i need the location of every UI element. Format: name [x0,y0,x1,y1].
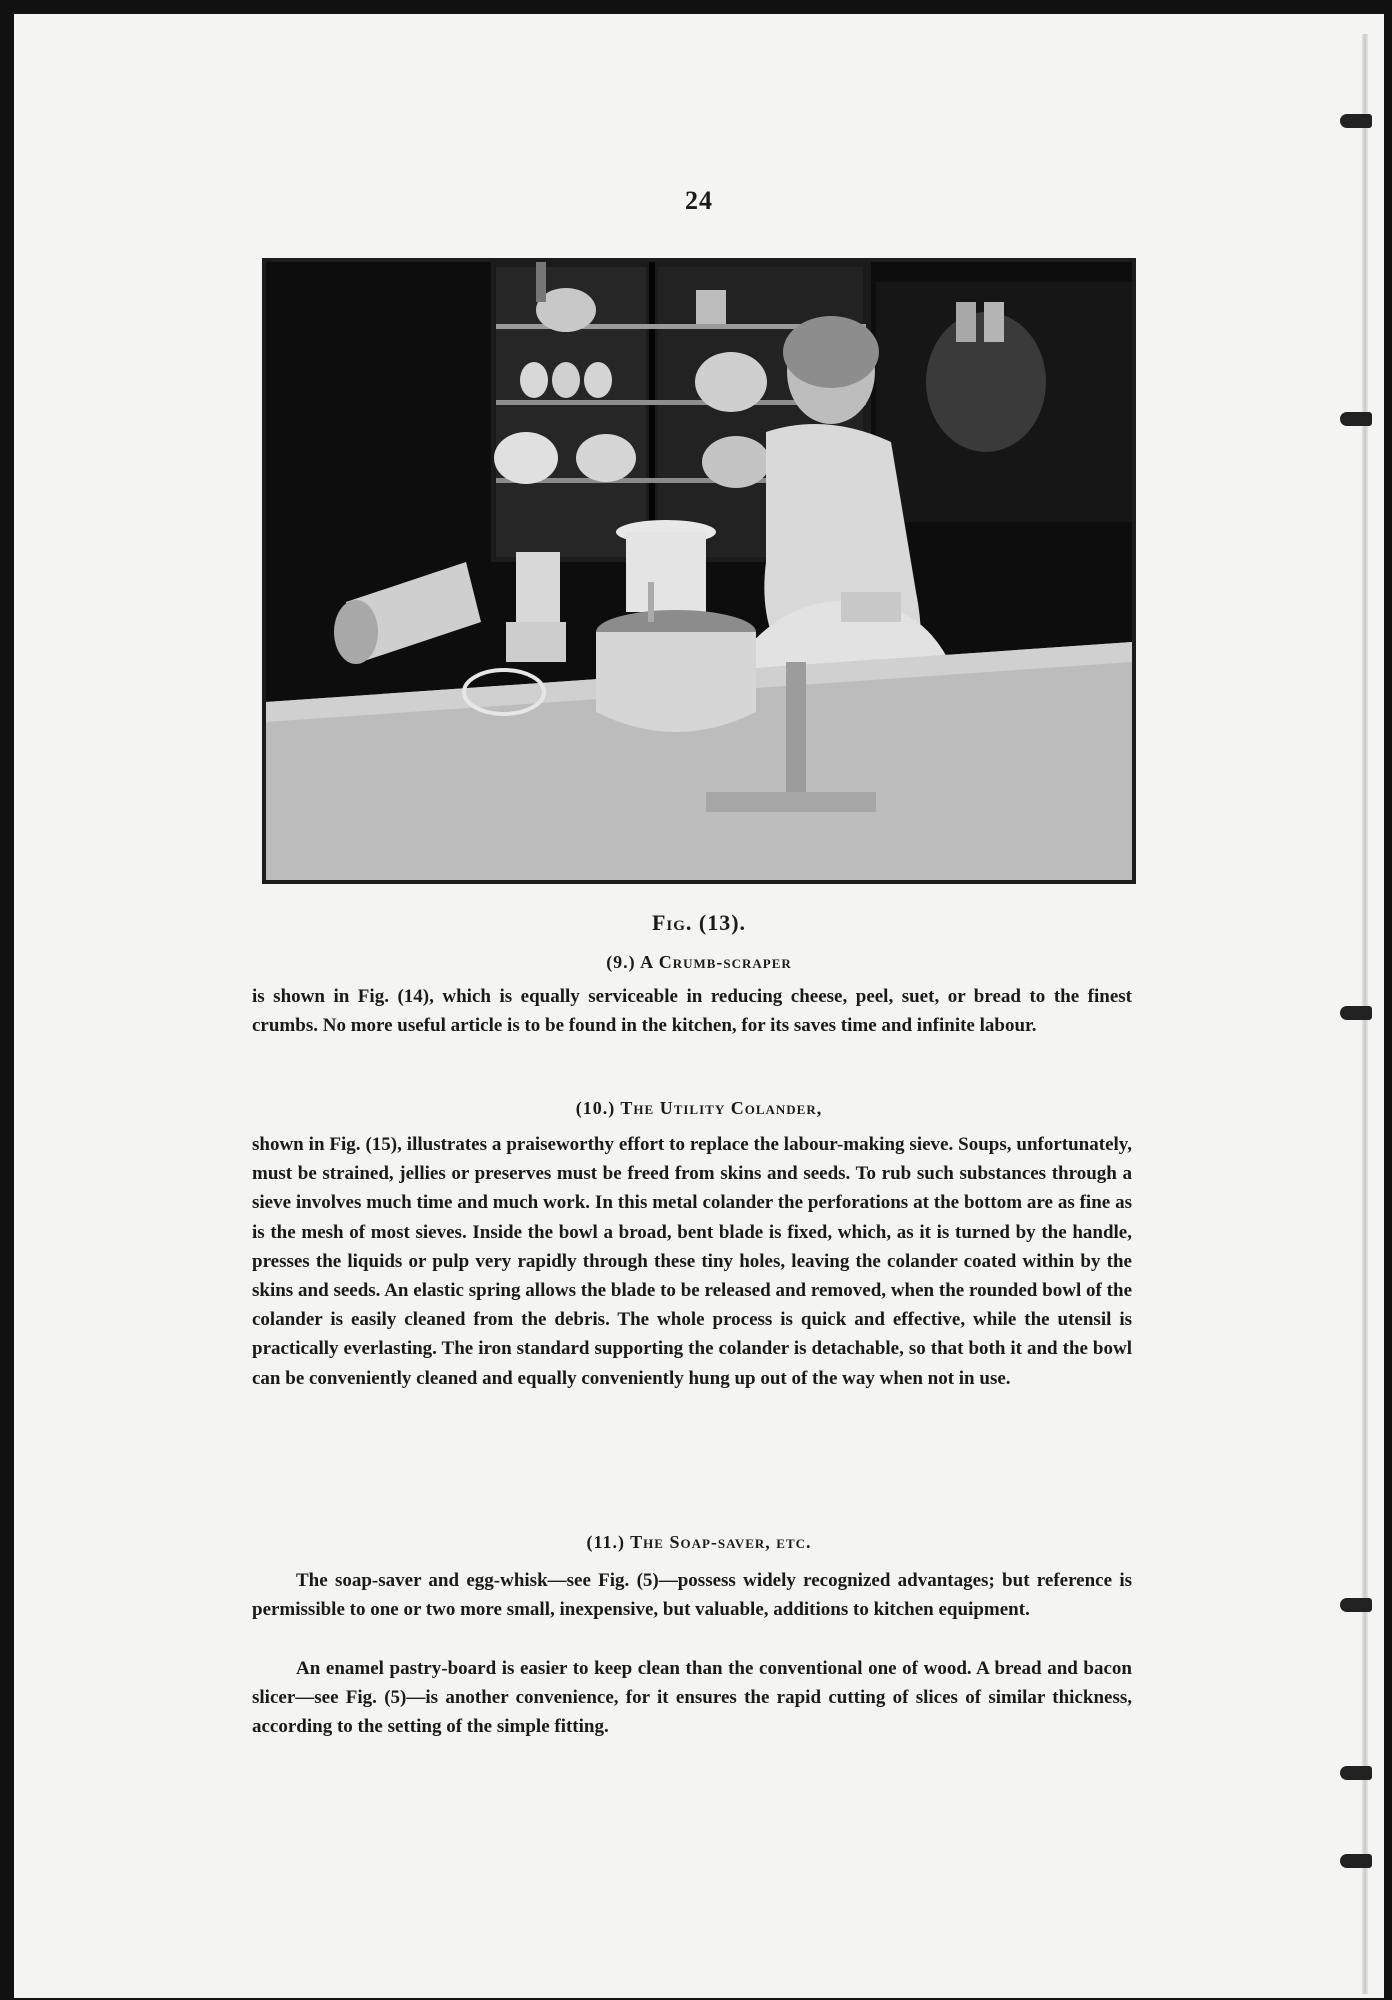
paragraph-pastry-board: An enamel pastry-board is easier to keep clean than the conventional one of wood. A bread and bacon slicer—see Fig. (5)—is another convenience, for it ensures the rapid cutting of slices of similar thickness, according to the setting of the simple fitting. [252,1658,1132,1738]
book-page [14,14,1384,1998]
paragraph-soap-saver: The soap-saver and egg-whisk—see Fig. (5)—possess widely recognized advantages; but reference is permissible to one or two more small, inexpensive, but valuable, additions to kitchen equipment. [252,1570,1132,1621]
binding-clip [1340,1006,1372,1020]
binding-clip [1340,412,1372,426]
section-heading-soap-saver: (11.) The Soap-saver, etc. [586,1532,812,1552]
binding-clip [1340,1598,1372,1612]
photo-illustration [266,262,1132,880]
page-number: 24 [685,186,713,215]
section-heading-crumb-scraper: (9.) A Crumb-scraper [606,952,792,972]
paragraph-crumb-scraper: is shown in Fig. (14), which is equally serviceable in reducing cheese, peel, suet, or bread to the finest crumbs. No more useful article is to be found in the kitchen, for its saves time and infinite labour. [252,986,1132,1037]
binding-clip [1340,114,1372,128]
binding-clip [1340,1854,1372,1868]
paragraph-utility-colander: shown in Fig. (15), illustrates a praiseworthy effort to replace the labour-making sieve. Soups, unfortunately, must be strained, jellies or preserves must be freed from skins and seeds. To rub such substances through a sieve involves much time and much work. In this metal colander the perforations at the bottom are as fine as is the mesh of most sieves. Inside the bowl a broad, bent blade is fixed, which, as it is turned by the handle, presses the liquids or pulp very rapidly through these tiny holes, leaving the colander coated within by the skins and seeds. An elastic spring allows the blade to be released and removed, when the rounded bowl of the colander is easily cleaned from the debris. The whole process is quick and effective, while the utensil is practically everlasting. The iron standard supporting the colander is detachable, so that both it and the bowl can be conveniently cleaned and equally conveniently hung up out of the way when not in use. [252,1134,1132,1389]
figure-caption: Fig. (13). [651,910,747,935]
kitchen-photograph [262,258,1136,884]
binding-clip [1340,1766,1372,1780]
section-heading-utility-colander: (10.) The Utility Colander, [575,1098,823,1118]
